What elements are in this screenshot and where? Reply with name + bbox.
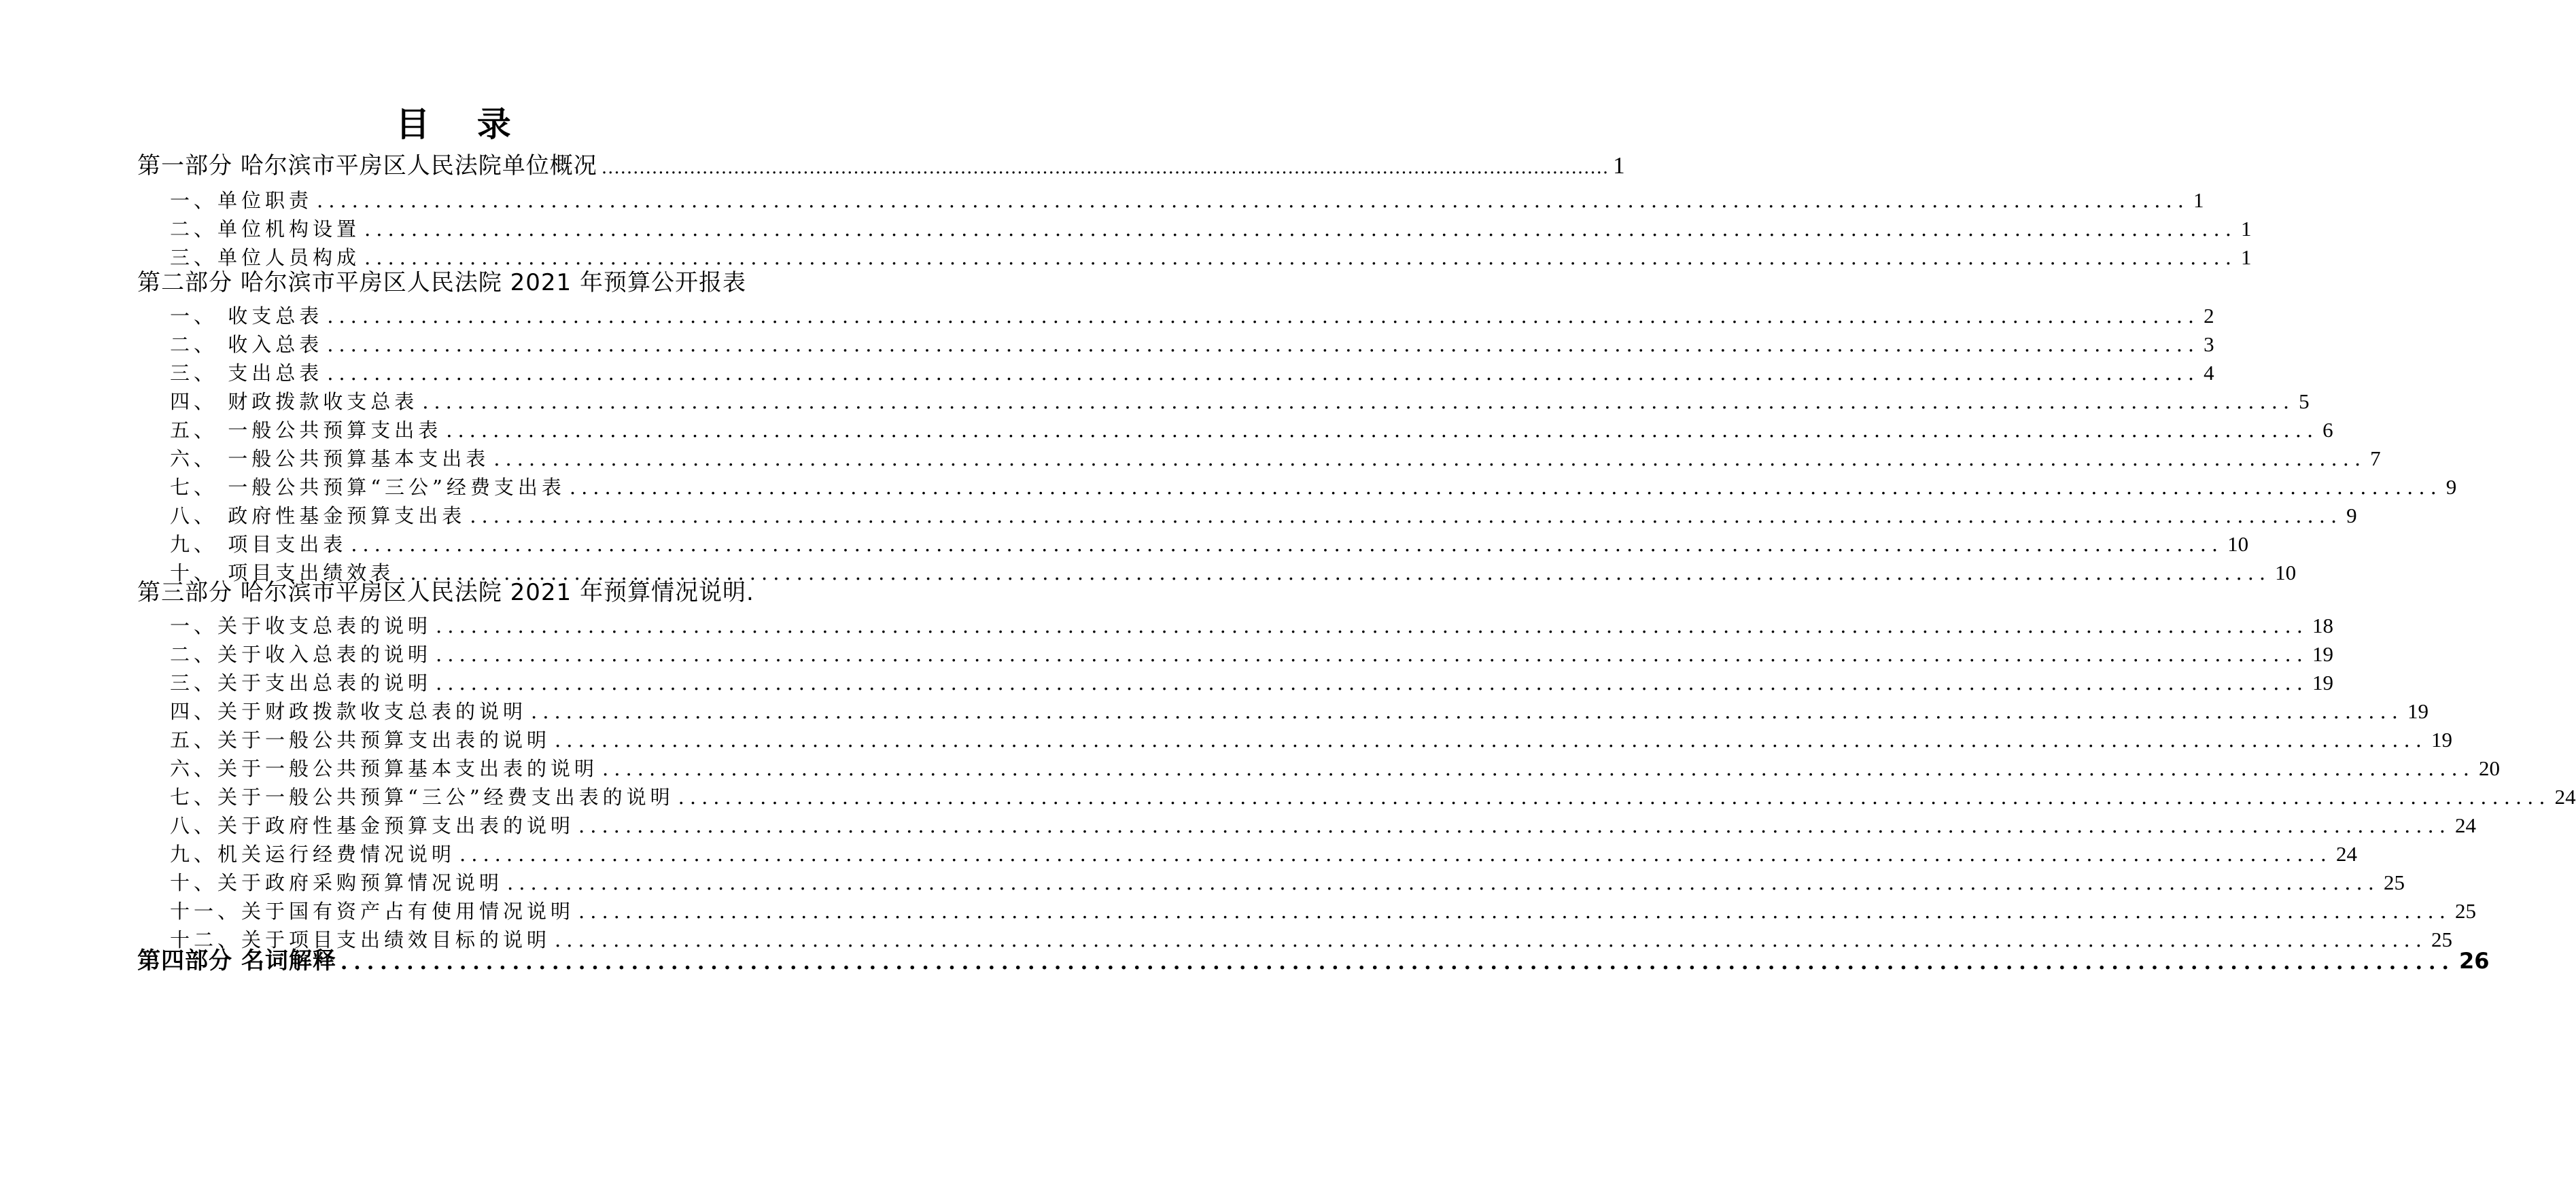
toc-item-row[interactable] (170, 443, 2381, 472)
toc-item-label: 一、 收支总表 (170, 304, 324, 328)
toc-page-number: 25 (2454, 899, 2476, 923)
toc-dot-leader: ................................................................................................................................................................ (555, 928, 2427, 951)
toc-item-label: 四、关于财政拨款收支总表的说明 (170, 700, 527, 723)
toc-item-row[interactable] (170, 896, 2476, 924)
toc-dot-leader: ................................................................................................................................................................ (531, 700, 2403, 723)
toc-page-number: 20 (2478, 756, 2500, 780)
toc-item-row[interactable] (170, 529, 2249, 557)
toc-dot-leader: ................................................................................................................................................................ (317, 189, 2189, 212)
toc-page-number: 24 (2554, 785, 2576, 809)
toc-page-number: 18 (2312, 614, 2333, 637)
toc-page-number: 19 (2312, 642, 2333, 666)
toc-page-number: 2 (2204, 304, 2214, 328)
toc-section-row[interactable] (137, 265, 813, 298)
toc-item-label: 五、 一般公共预算支出表 (170, 419, 442, 442)
toc-item-label: 十、关于政府采购预算情况说明 (170, 871, 504, 894)
toc-item-row[interactable] (170, 610, 2333, 639)
toc-item-row[interactable] (170, 415, 2333, 443)
toc-page-number: 5 (2299, 389, 2310, 413)
toc-dot-leader: ................................................................................................................................................................ (507, 871, 2380, 894)
toc-item-label: 一、关于收支总表的说明 (170, 614, 432, 637)
toc-section-label: 第二部分 哈尔滨市平房区人民法院 2021 年预算公开报表 (137, 269, 746, 296)
toc-dot-leader: ................................................................................................................................................................ (578, 900, 2451, 923)
toc-item-row[interactable] (170, 724, 2452, 753)
toc-page-number: 19 (2312, 671, 2333, 694)
toc-section-label: 第三部分 哈尔滨市平房区人民法院 2021 年预算情况说明. (137, 579, 754, 606)
toc-page-number: 19 (2431, 728, 2452, 752)
toc-item-row[interactable] (170, 639, 2333, 667)
toc-dot-leader: ................................................................................................................................................................ (364, 217, 2237, 241)
toc-dot-leader: ................................................................................................................................................................ (327, 304, 2200, 328)
toc-item-row[interactable] (170, 500, 2357, 529)
toc-dot-leader: ................................................................................................................................................................ (327, 362, 2200, 385)
toc-section-row[interactable] (137, 575, 813, 608)
toc-item-label: 六、关于一般公共预算基本支出表的说明 (170, 757, 599, 780)
toc-item-label: 一、单位职责 (170, 189, 313, 212)
toc-page-number: 1 (2193, 188, 2204, 212)
toc-item-label: 十、 项目支出绩效表 (170, 561, 395, 584)
toc-dot-leader: ................................................................................................................................................................ (678, 786, 2551, 809)
toc-page-number: 9 (2446, 475, 2457, 499)
toc-page-number: 24 (2454, 813, 2476, 837)
toc-section-label: 第一部分 哈尔滨市平房区人民法院单位概况 (137, 152, 597, 179)
toc-dot-leader: ................................................................................................................................................................ (493, 447, 2367, 470)
toc-dot-leader: ................................................................................................................................................................ (470, 504, 2343, 527)
toc-dot-leader: ................................................................................................................................................................ (436, 671, 2308, 694)
toc-item-label: 二、单位机构设置 (170, 217, 361, 241)
toc-item-row[interactable] (170, 667, 2333, 696)
toc-title: 目 录 (396, 105, 529, 144)
toc-item-row[interactable] (170, 329, 2214, 357)
toc-item-label: 三、单位人员构成 (170, 246, 361, 269)
toc-item-row[interactable] (170, 300, 2214, 329)
toc-item-row[interactable] (170, 867, 2405, 896)
toc-item-row[interactable] (170, 472, 2457, 500)
toc-page-number: 26 (2458, 948, 2490, 974)
toc-item-row[interactable] (170, 781, 2576, 810)
toc-item-row[interactable] (170, 185, 2204, 213)
toc-dot-leader: ................................................................................................................................................................ (459, 843, 2332, 866)
toc-section-row[interactable] (137, 148, 1625, 181)
toc-page-number: 25 (2383, 870, 2405, 894)
toc-dot-leader: ................................................................................................................................................................ (364, 246, 2237, 269)
toc-dot-leader: ................................................................................................................................................................ (422, 390, 2295, 413)
toc-page-number: 6 (2322, 418, 2333, 442)
toc-page-number: 3 (2204, 332, 2214, 356)
toc-dot-leader: ................................................................................................................................................................ (398, 561, 2272, 584)
toc-section-row[interactable] (137, 943, 2490, 976)
toc-page-number: 1 (2240, 217, 2252, 241)
toc-item-row[interactable] (170, 357, 2214, 386)
toc-page-number: 1 (1613, 152, 1625, 179)
toc-item-label: 八、 政府性基金预算支出表 (170, 504, 466, 527)
toc-item-label: 十二、关于项目支出绩效目标的说明 (170, 928, 551, 951)
toc-dot-leader: ................................................................................................................................................................ (578, 814, 2451, 837)
toc-item-row[interactable] (170, 386, 2310, 415)
toc-dot-leader: ................................................................................................................................................................ (436, 614, 2308, 637)
toc-dot-leader: ................................................................................................................................................................ (340, 951, 2455, 974)
toc-dot-leader: ................................................................................................................................................................ (436, 643, 2308, 666)
toc-dot-leader: ................................................................................................................................................................ (569, 476, 2442, 499)
toc-item-row[interactable] (170, 839, 2357, 867)
toc-item-row[interactable] (170, 696, 2429, 724)
toc-page-number: 4 (2204, 361, 2214, 385)
toc-item-label: 五、关于一般公共预算支出表的说明 (170, 728, 551, 752)
toc-page-number: 7 (2370, 446, 2381, 470)
toc-dot-leader: ................................................................................................................................................................ (555, 728, 2427, 752)
toc-page-number: 19 (2407, 699, 2429, 723)
toc-item-row[interactable] (170, 753, 2500, 781)
toc-page-number: 24 (2335, 842, 2357, 866)
toc-section-label: 第四部分 名词解释 (137, 947, 336, 974)
toc-item-label: 七、关于一般公共预算“三公”经费支出表的说明 (170, 786, 674, 809)
toc-page-number: 25 (2431, 928, 2452, 951)
toc-page-number: 10 (2275, 561, 2297, 584)
toc-item-label: 二、关于收入总表的说明 (170, 643, 432, 666)
toc-page-number: 9 (2346, 504, 2357, 527)
toc-item-label: 八、关于政府性基金预算支出表的说明 (170, 814, 575, 837)
toc-dot-leader: ................................................................................................................................................................ (601, 158, 1609, 178)
toc-item-label: 六、 一般公共预算基本支出表 (170, 447, 490, 470)
toc-dot-leader: ................................................................................................................................................................ (351, 533, 2224, 556)
toc-item-label: 九、机关运行经费情况说明 (170, 843, 456, 866)
toc-item-label: 九、 项目支出表 (170, 533, 347, 556)
toc-dot-leader: ................................................................................................................................................................ (446, 419, 2319, 442)
toc-item-label: 七、 一般公共预算“三公”经费支出表 (170, 476, 565, 499)
toc-dot-leader: ................................................................................................................................................................ (327, 333, 2200, 356)
toc-dot-leader: ................................................................................................................................................................ (602, 757, 2475, 780)
toc-item-label: 二、 收入总表 (170, 333, 324, 356)
toc-item-label: 三、 支出总表 (170, 362, 324, 385)
toc-item-label: 四、 财政拨款收支总表 (170, 390, 419, 413)
toc-item-label: 十一、关于国有资产占有使用情况说明 (170, 900, 575, 923)
toc-item-row[interactable] (170, 213, 2252, 242)
toc-item-label: 三、关于支出总表的说明 (170, 671, 432, 694)
toc-page-number: 1 (2240, 245, 2252, 269)
toc-page-number: 10 (2227, 532, 2249, 556)
toc-item-row[interactable] (170, 810, 2476, 839)
